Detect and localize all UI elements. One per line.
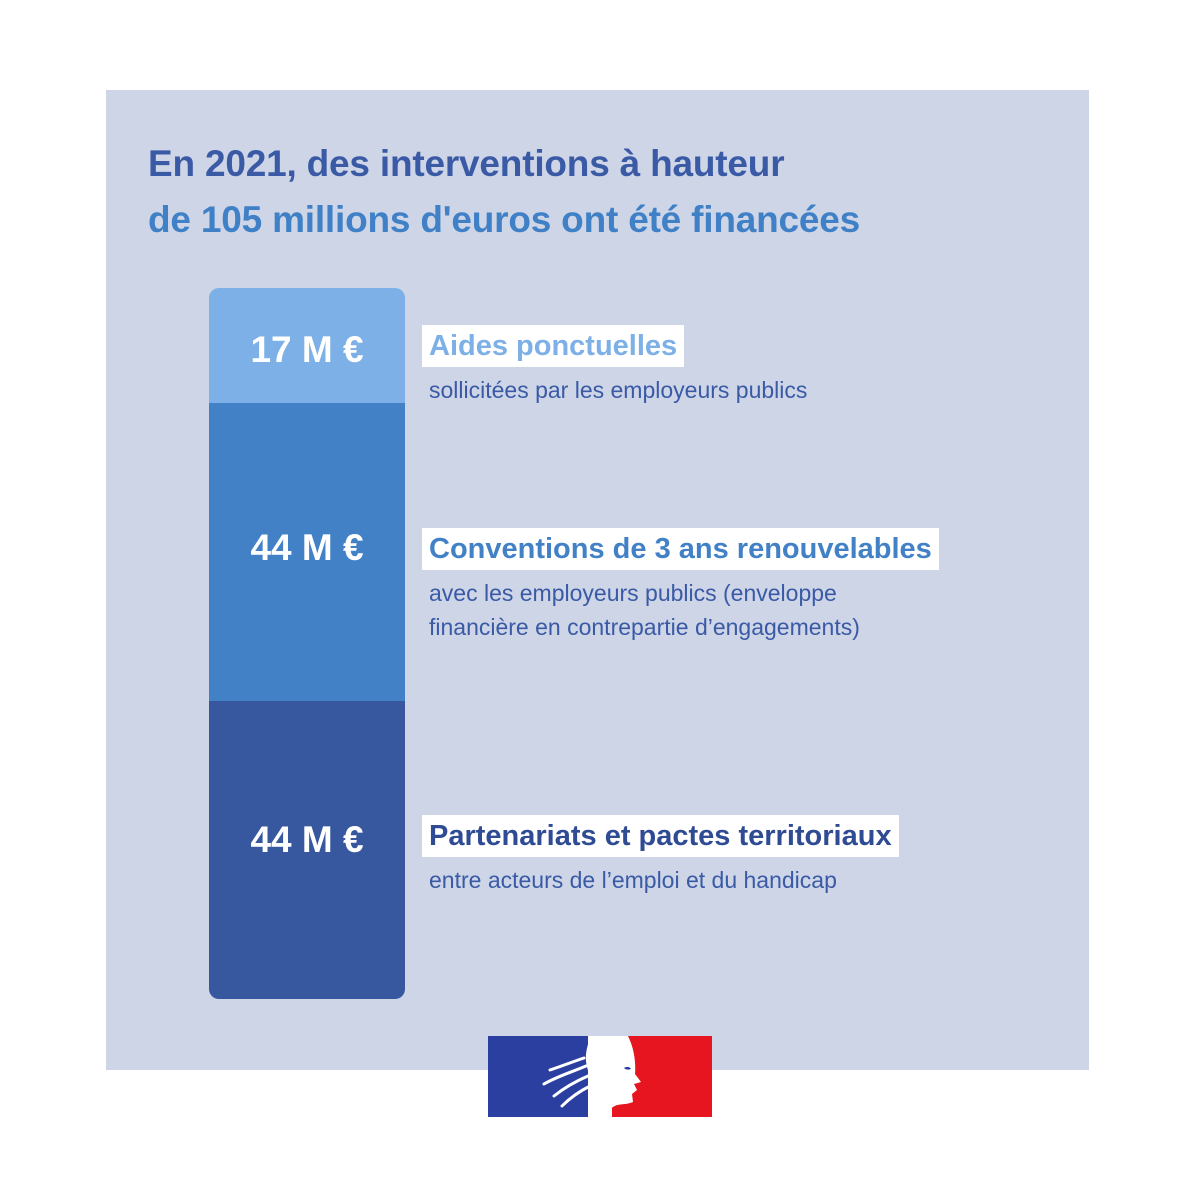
stacked-bar xyxy=(209,288,405,999)
bar-segment-value: 17 M € xyxy=(250,329,364,370)
description-line: entre acteurs de l’emploi et du handicap xyxy=(429,867,837,893)
description-line: sollicitées par les employeurs publics xyxy=(429,377,808,403)
title-line-1: En 2021, des interventions à hauteur xyxy=(148,143,785,184)
flag-blue-band xyxy=(488,1036,588,1117)
bar-segment-value: 44 M € xyxy=(250,819,364,860)
page-title xyxy=(148,136,860,248)
description-line: avec les employeurs publics (enveloppe xyxy=(429,580,837,606)
title-line-2: de 105 millions d'euros ont été financées xyxy=(148,199,861,240)
marianne-logo xyxy=(488,1036,712,1117)
segment-description xyxy=(429,373,807,407)
segment-label-aides xyxy=(422,325,807,407)
segment-description xyxy=(429,576,939,644)
segment-heading: Partenariats et pactes territoriaux xyxy=(422,815,899,857)
description-line: financière en contrepartie d’engagements) xyxy=(429,614,860,640)
bar-segment-value: 44 M € xyxy=(250,527,364,568)
segment-label-conventions xyxy=(422,528,939,644)
segment-description xyxy=(429,863,899,897)
segment-heading: Aides ponctuelles xyxy=(422,325,684,367)
segment-label-partenariats xyxy=(422,815,899,897)
segment-heading: Conventions de 3 ans renouvelables xyxy=(422,528,939,570)
